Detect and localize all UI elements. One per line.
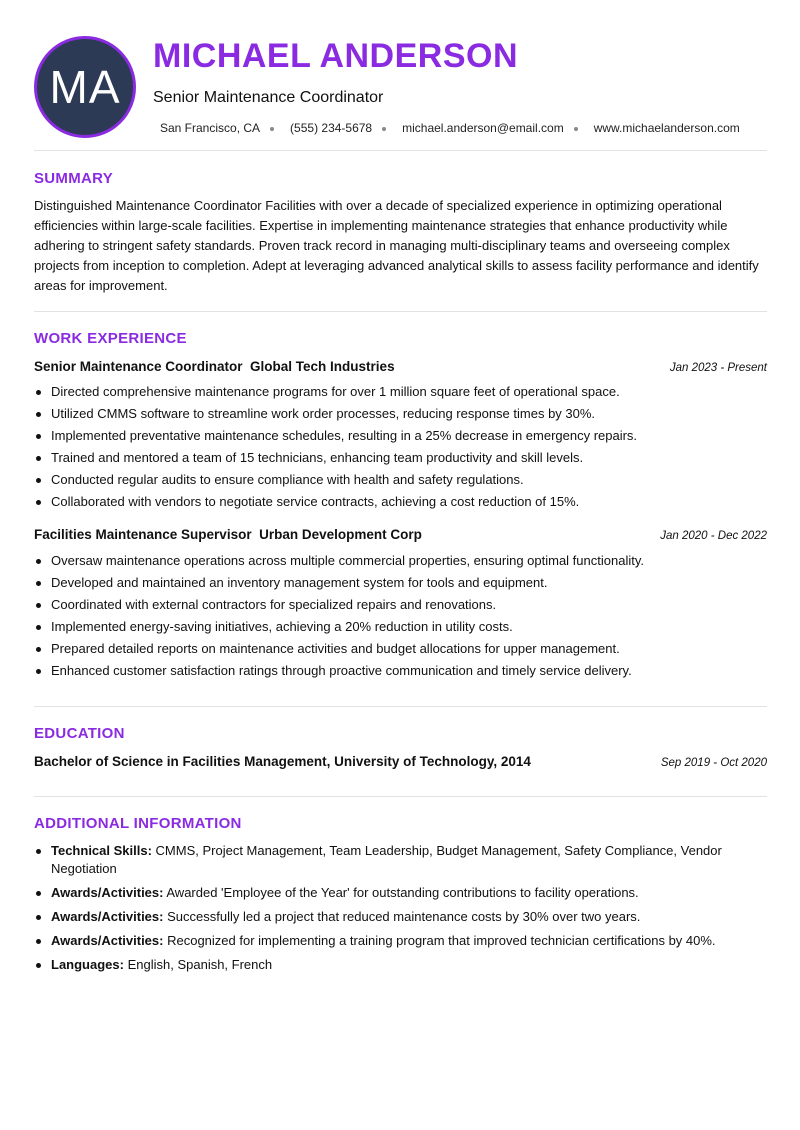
list-item: Utilized CMMS software to streamline work order processes, reducing response times by 30%. — [34, 406, 767, 422]
list-item — [34, 908, 767, 926]
job-header — [34, 359, 767, 374]
list-item: Conducted regular audits to ensure compliance with health and safety regulations. — [34, 472, 767, 488]
section-divider — [34, 150, 767, 151]
section-divider — [34, 311, 767, 312]
list-item: Coordinated with external contractors for specialized repairs and renovations. — [34, 597, 767, 613]
section-divider — [34, 706, 767, 707]
job-bullets — [34, 553, 767, 685]
separator-dot — [382, 127, 386, 131]
separator-dot — [574, 127, 578, 131]
list-item — [34, 932, 767, 950]
summary-heading: SUMMARY — [34, 170, 114, 187]
list-item: Implemented preventative maintenance schedules, resulting in a 25% decrease in emergency repairs. — [34, 428, 767, 444]
contact-location: San Francisco, CA — [160, 121, 261, 135]
avatar — [34, 36, 136, 138]
additional-info-heading: ADDITIONAL INFORMATION — [34, 815, 242, 832]
job-company: Global Tech Industries — [250, 359, 395, 374]
job-title: Facilities Maintenance Supervisor — [34, 527, 252, 542]
contact-phone: (555) 234-5678 — [290, 121, 373, 135]
job-bullets — [34, 384, 767, 516]
separator-dot — [270, 127, 274, 131]
list-item — [34, 842, 767, 878]
education-heading: EDUCATION — [34, 725, 125, 742]
item-label: Awards/Activities: — [51, 885, 164, 900]
list-item: Prepared detailed reports on maintenance activities and budget allocations for upper management. — [34, 641, 767, 657]
education-entry — [34, 754, 767, 769]
summary-text: Distinguished Maintenance Coordinator Facilities with over a decade of specialized experience in optimizing operational efficiencies within large-scale facilities. Expertise in implementing maintenance strategies that enhance productivity while adhering to stringent safety standards. Proven track record in managing multi-disciplinary teams and overseeing complex projects from inception to completion. Adept at leveraging advanced analytical skills to assess facility performance and identify areas for improvement. — [34, 198, 759, 293]
candidate-name: MICHAEL ANDERSON — [153, 37, 519, 75]
work-experience-heading: WORK EXPERIENCE — [34, 330, 187, 347]
list-item: Trained and mentored a team of 15 technicians, enhancing team productivity and skill levels. — [34, 450, 767, 466]
item-label: Languages: — [51, 957, 124, 972]
job-dates: Jan 2023 - Present — [669, 362, 767, 374]
degree: Bachelor of Science in Facilities Management, University of Technology, 2014 — [34, 754, 531, 769]
section-divider — [34, 796, 767, 797]
contact-email[interactable]: michael.anderson@email.com — [402, 121, 564, 135]
contact-line — [160, 121, 740, 135]
job-company: Urban Development Corp — [259, 527, 422, 542]
list-item: Enhanced customer satisfaction ratings through proactive communication and timely service delivery. — [34, 663, 767, 679]
item-label: Awards/Activities: — [51, 909, 164, 924]
item-text: Awarded 'Employee of the Year' for outstanding contributions to facility operations. — [166, 885, 639, 900]
list-item — [34, 956, 767, 974]
job-title: Senior Maintenance Coordinator — [34, 359, 243, 374]
list-item: Oversaw maintenance operations across multiple commercial properties, ensuring optimal functionality. — [34, 553, 767, 569]
job-title-line — [34, 527, 422, 542]
list-item: Developed and maintained an inventory management system for tools and equipment. — [34, 575, 767, 591]
item-label: Technical Skills: — [51, 843, 152, 858]
job-header — [34, 527, 767, 542]
item-text: CMMS, Project Management, Team Leadership, Budget Management, Safety Compliance, Vendor Negotiation — [51, 843, 722, 876]
item-text: Recognized for implementing a training program that improved technician certifications by 40%. — [167, 933, 716, 948]
item-text: Successfully led a project that reduced maintenance costs by 30% over two years. — [167, 909, 641, 924]
item-label: Awards/Activities: — [51, 933, 164, 948]
job-title-line — [34, 359, 395, 374]
candidate-title: Senior Maintenance Coordinator — [153, 89, 384, 106]
list-item — [34, 884, 767, 902]
education-dates: Sep 2019 - Oct 2020 — [660, 757, 767, 769]
list-item: Directed comprehensive maintenance programs for over 1 million square feet of operational space. — [34, 384, 767, 400]
item-text: English, Spanish, French — [127, 957, 273, 972]
job-dates: Jan 2020 - Dec 2022 — [660, 530, 767, 542]
additional-info-list — [34, 842, 767, 980]
contact-website[interactable]: www.michaelanderson.com — [593, 121, 740, 135]
avatar-initials: MA — [49, 61, 121, 113]
list-item: Collaborated with vendors to negotiate service contracts, achieving a cost reduction of 15%. — [34, 494, 767, 510]
list-item: Implemented energy-saving initiatives, achieving a 20% reduction in utility costs. — [34, 619, 767, 635]
